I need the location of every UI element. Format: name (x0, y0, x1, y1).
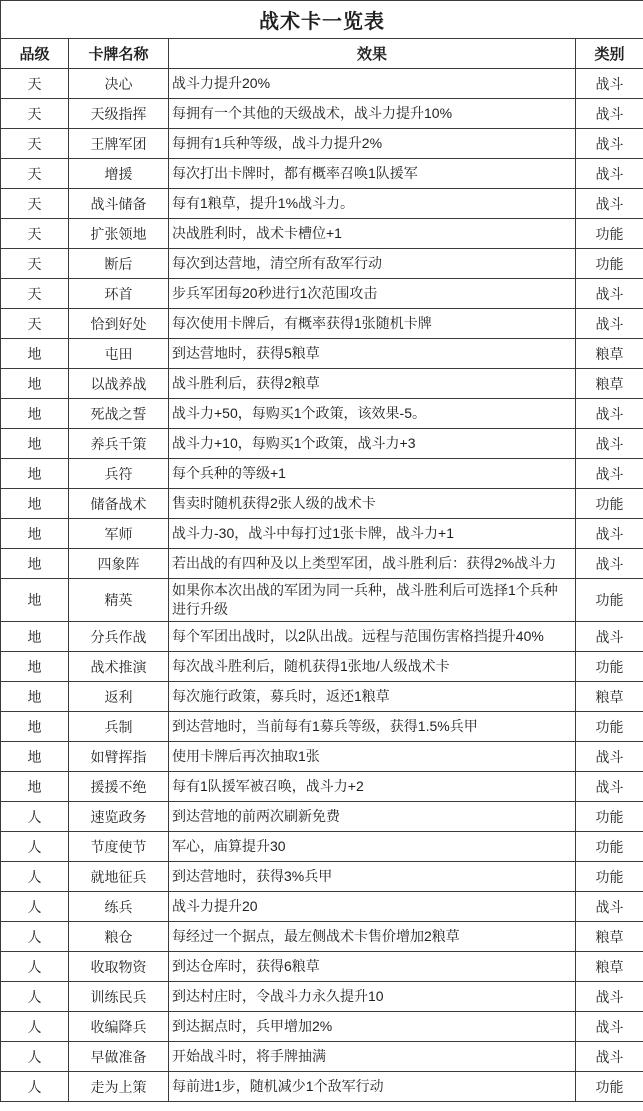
card-name: 粮仓 (69, 922, 169, 952)
card-effect: 每前进1步，随机减少1个敌军行动 (169, 1072, 576, 1102)
card-effect: 每个兵种的等级+1 (169, 459, 576, 489)
card-effect: 每次到达营地，清空所有敌军行动 (169, 249, 576, 279)
card-effect: 到达营地的前两次刷新免费 (169, 802, 576, 832)
card-effect: 每个军团出战时，以2队出战。远程与范围伤害格挡提升40% (169, 622, 576, 652)
table-title-row (1, 1, 643, 39)
card-grade: 地 (1, 772, 69, 802)
card-name: 早做准备 (69, 1042, 169, 1072)
card-grade: 地 (1, 339, 69, 369)
card-effect: 战斗力-30，战斗中每打过1张卡牌，战斗力+1 (169, 519, 576, 549)
card-category: 战斗 (576, 622, 643, 652)
card-name: 收取物资 (69, 952, 169, 982)
card-name: 训练民兵 (69, 982, 169, 1012)
card-grade: 人 (1, 1042, 69, 1072)
card-name: 战斗储备 (69, 189, 169, 219)
card-name: 收编降兵 (69, 1012, 169, 1042)
card-grade: 天 (1, 309, 69, 339)
card-effect: 开始战斗时，将手牌抽满 (169, 1042, 576, 1072)
table-head (1, 1, 643, 69)
table-row (1, 1042, 643, 1072)
card-name: 节度使节 (69, 832, 169, 862)
table-row (1, 369, 643, 399)
card-category: 功能 (576, 802, 643, 832)
card-category: 战斗 (576, 189, 643, 219)
card-category: 功能 (576, 219, 643, 249)
card-effect: 到达村庄时，令战斗力永久提升10 (169, 982, 576, 1012)
card-grade: 地 (1, 579, 69, 622)
card-category: 战斗 (576, 399, 643, 429)
table-row (1, 249, 643, 279)
card-effect: 到达仓库时，获得6粮草 (169, 952, 576, 982)
card-name: 军师 (69, 519, 169, 549)
card-effect: 到达营地时，获得3%兵甲 (169, 862, 576, 892)
table-row (1, 742, 643, 772)
column-header-category: 类别 (576, 39, 643, 69)
card-category: 战斗 (576, 892, 643, 922)
card-category: 战斗 (576, 309, 643, 339)
card-grade: 人 (1, 1012, 69, 1042)
card-grade: 天 (1, 69, 69, 99)
card-category: 功能 (576, 579, 643, 622)
card-grade: 人 (1, 982, 69, 1012)
column-header-effect: 效果 (169, 39, 576, 69)
card-name: 养兵千策 (69, 429, 169, 459)
card-effect: 每拥有1兵种等级，战斗力提升2% (169, 129, 576, 159)
card-effect: 决战胜利时，战术卡槽位+1 (169, 219, 576, 249)
card-grade: 天 (1, 279, 69, 309)
card-effect: 战斗力+10，每购买1个政策，战斗力+3 (169, 429, 576, 459)
card-effect: 战斗力提升20% (169, 69, 576, 99)
table-row (1, 129, 643, 159)
table-row (1, 922, 643, 952)
card-name: 四象阵 (69, 549, 169, 579)
card-name: 就地征兵 (69, 862, 169, 892)
card-name: 储备战术 (69, 489, 169, 519)
card-grade: 地 (1, 682, 69, 712)
card-effect: 如果你本次出战的军团为同一兵种，战斗胜利后可选择1个兵种进行升级 (169, 579, 576, 622)
card-grade: 天 (1, 219, 69, 249)
card-effect: 每次使用卡牌后，有概率获得1张随机卡牌 (169, 309, 576, 339)
card-grade: 人 (1, 892, 69, 922)
card-effect: 战斗胜利后，获得2粮草 (169, 369, 576, 399)
card-grade: 地 (1, 652, 69, 682)
column-header-card-name: 卡牌名称 (69, 39, 169, 69)
table-header-row (1, 39, 643, 69)
card-effect: 步兵军团每20秒进行1次范围攻击 (169, 279, 576, 309)
table-row (1, 712, 643, 742)
card-category: 功能 (576, 862, 643, 892)
card-effect: 到达营地时，获得5粮草 (169, 339, 576, 369)
card-name: 恰到好处 (69, 309, 169, 339)
card-effect: 每次施行政策，募兵时，返还1粮草 (169, 682, 576, 712)
table-row (1, 549, 643, 579)
card-grade: 人 (1, 802, 69, 832)
card-category: 粮草 (576, 369, 643, 399)
table-row (1, 159, 643, 189)
table-body (1, 69, 643, 1102)
card-name: 战术推演 (69, 652, 169, 682)
card-name: 兵符 (69, 459, 169, 489)
card-name: 如臂挥指 (69, 742, 169, 772)
card-name: 分兵作战 (69, 622, 169, 652)
card-category: 功能 (576, 832, 643, 862)
table-row (1, 832, 643, 862)
table-row (1, 429, 643, 459)
card-effect: 售卖时随机获得2张人级的战术卡 (169, 489, 576, 519)
table-row (1, 99, 643, 129)
card-grade: 地 (1, 459, 69, 489)
table-row (1, 1072, 643, 1102)
table-row (1, 339, 643, 369)
table-row (1, 399, 643, 429)
card-category: 功能 (576, 1072, 643, 1102)
card-name: 断后 (69, 249, 169, 279)
card-grade: 地 (1, 429, 69, 459)
card-name: 以战养战 (69, 369, 169, 399)
card-grade: 天 (1, 99, 69, 129)
card-effect: 每有1粮草，提升1%战斗力。 (169, 189, 576, 219)
card-grade: 地 (1, 399, 69, 429)
card-grade: 地 (1, 742, 69, 772)
card-category: 粮草 (576, 922, 643, 952)
card-effect: 到达据点时，兵甲增加2% (169, 1012, 576, 1042)
table-row (1, 69, 643, 99)
table-row (1, 982, 643, 1012)
card-grade: 地 (1, 712, 69, 742)
card-name: 天级指挥 (69, 99, 169, 129)
card-effect: 到达营地时，当前每有1募兵等级，获得1.5%兵甲 (169, 712, 576, 742)
card-category: 战斗 (576, 99, 643, 129)
card-effect: 每有1队援军被召唤，战斗力+2 (169, 772, 576, 802)
card-grade: 人 (1, 922, 69, 952)
table-row (1, 279, 643, 309)
card-name: 援援不绝 (69, 772, 169, 802)
card-grade: 天 (1, 159, 69, 189)
card-effect: 每经过一个据点，最左侧战术卡售价增加2粮草 (169, 922, 576, 952)
card-category: 战斗 (576, 742, 643, 772)
card-name: 速览政务 (69, 802, 169, 832)
card-effect: 每拥有一个其他的天级战术，战斗力提升10% (169, 99, 576, 129)
table-row (1, 309, 643, 339)
card-grade: 地 (1, 622, 69, 652)
table-row (1, 952, 643, 982)
card-category: 功能 (576, 712, 643, 742)
card-grade: 人 (1, 832, 69, 862)
card-name: 死战之誓 (69, 399, 169, 429)
card-name: 环首 (69, 279, 169, 309)
table-row (1, 622, 643, 652)
card-category: 粮草 (576, 952, 643, 982)
card-grade: 地 (1, 519, 69, 549)
table-row (1, 459, 643, 489)
table-row (1, 219, 643, 249)
card-category: 战斗 (576, 519, 643, 549)
card-category: 战斗 (576, 429, 643, 459)
card-category: 战斗 (576, 129, 643, 159)
card-category: 战斗 (576, 1042, 643, 1072)
card-grade: 人 (1, 1072, 69, 1102)
card-grade: 人 (1, 952, 69, 982)
card-category: 战斗 (576, 1012, 643, 1042)
card-category: 战斗 (576, 69, 643, 99)
card-effect: 每次打出卡牌时，都有概率召唤1队援军 (169, 159, 576, 189)
table-row (1, 1012, 643, 1042)
table-row (1, 802, 643, 832)
card-name: 走为上策 (69, 1072, 169, 1102)
card-category: 战斗 (576, 772, 643, 802)
card-name: 决心 (69, 69, 169, 99)
table-row (1, 892, 643, 922)
table-row (1, 652, 643, 682)
card-name: 兵制 (69, 712, 169, 742)
table-row (1, 862, 643, 892)
card-effect: 若出战的有四种及以上类型军团，战斗胜利后：获得2%战斗力 (169, 549, 576, 579)
card-grade: 地 (1, 489, 69, 519)
card-name: 屯田 (69, 339, 169, 369)
card-category: 功能 (576, 489, 643, 519)
card-grade: 人 (1, 862, 69, 892)
card-category: 功能 (576, 249, 643, 279)
table-row (1, 519, 643, 549)
card-grade: 天 (1, 249, 69, 279)
card-name: 扩张领地 (69, 219, 169, 249)
card-name: 增援 (69, 159, 169, 189)
card-effect: 战斗力+50，每购买1个政策，该效果-5。 (169, 399, 576, 429)
card-name: 练兵 (69, 892, 169, 922)
card-category: 粮草 (576, 339, 643, 369)
card-effect: 使用卡牌后再次抽取1张 (169, 742, 576, 772)
card-effect: 军心，庙算提升30 (169, 832, 576, 862)
card-category: 粮草 (576, 682, 643, 712)
table-row (1, 489, 643, 519)
card-name: 精英 (69, 579, 169, 622)
table-row (1, 772, 643, 802)
card-category: 战斗 (576, 279, 643, 309)
card-name: 返利 (69, 682, 169, 712)
card-category: 功能 (576, 652, 643, 682)
card-grade: 天 (1, 189, 69, 219)
card-category: 战斗 (576, 982, 643, 1012)
page-title: 战术卡一览表 (1, 1, 643, 39)
card-category: 战斗 (576, 549, 643, 579)
card-name: 王牌军团 (69, 129, 169, 159)
column-header-grade: 品级 (1, 39, 69, 69)
card-effect: 每次战斗胜利后，随机获得1张地/人级战术卡 (169, 652, 576, 682)
table-row (1, 579, 643, 622)
card-grade: 地 (1, 369, 69, 399)
card-grade: 地 (1, 549, 69, 579)
card-grade: 天 (1, 129, 69, 159)
table-row (1, 682, 643, 712)
table-row (1, 189, 643, 219)
card-category: 战斗 (576, 459, 643, 489)
card-category: 战斗 (576, 159, 643, 189)
card-effect: 战斗力提升20 (169, 892, 576, 922)
